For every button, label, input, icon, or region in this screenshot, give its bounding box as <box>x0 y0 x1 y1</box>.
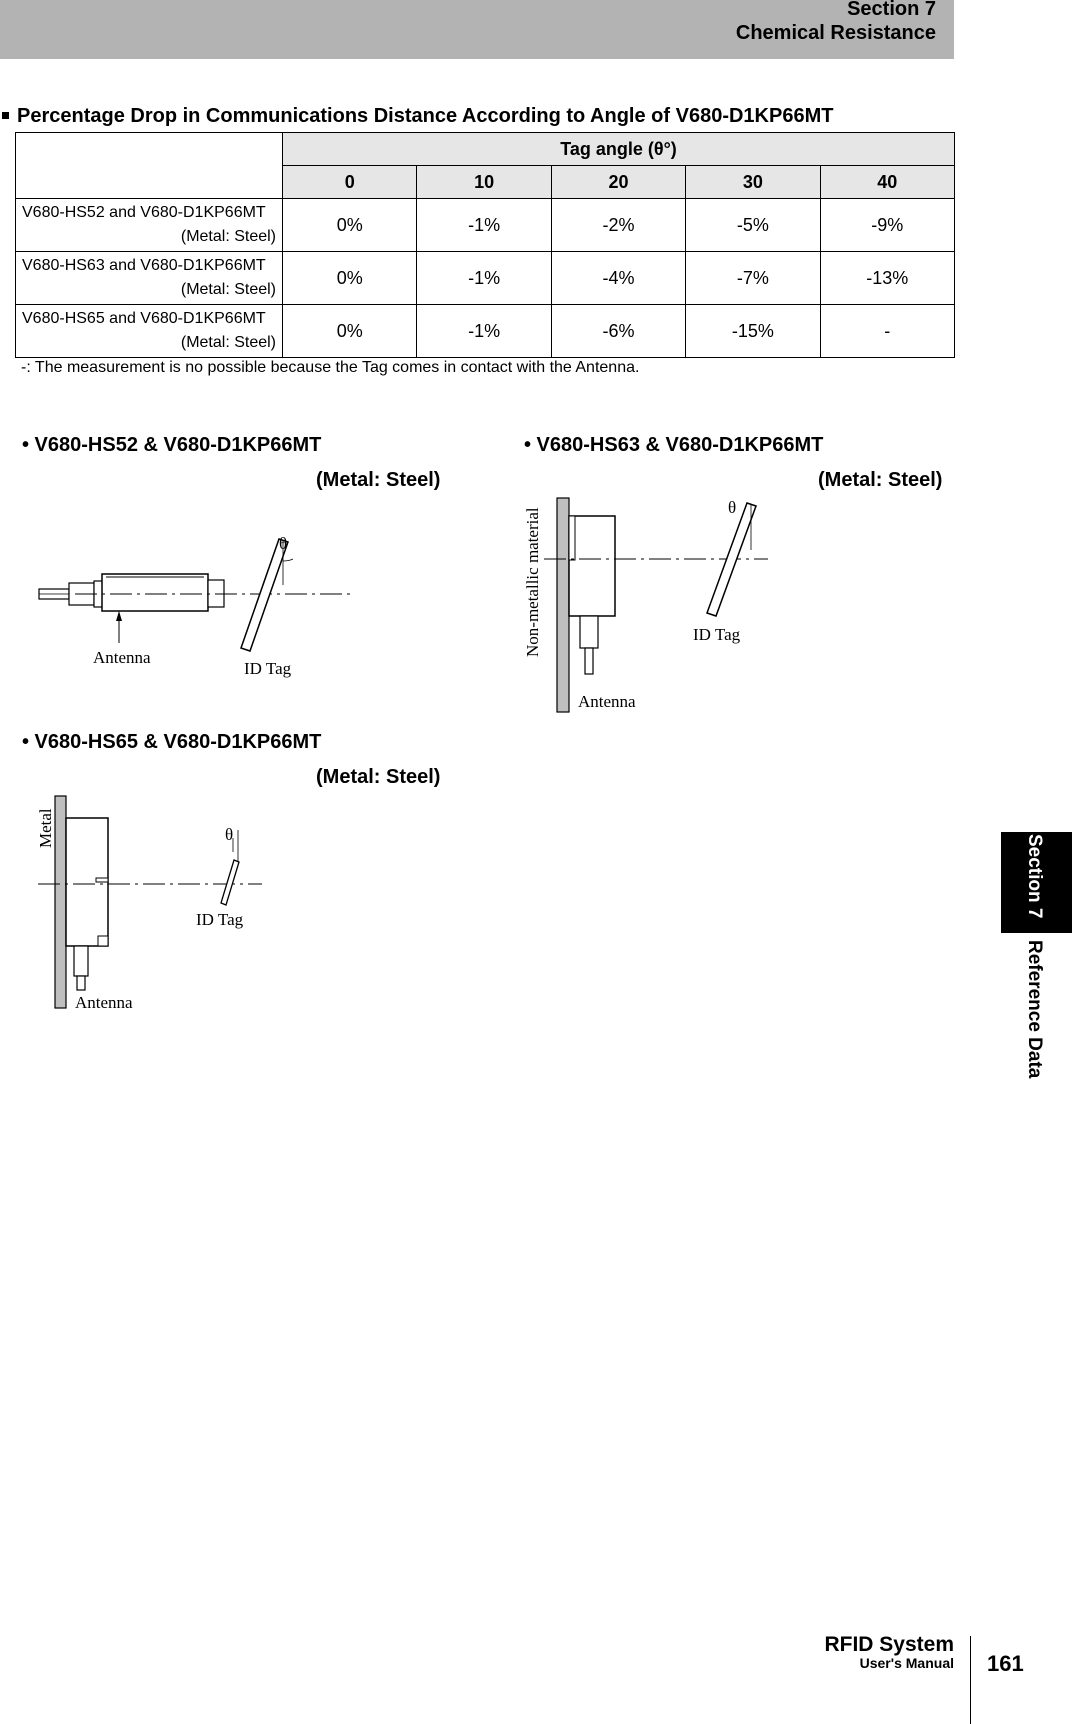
table-row <box>16 199 955 252</box>
antenna-label: Antenna <box>75 993 133 1012</box>
theta-label: θ <box>728 498 737 517</box>
angle-header: 0 <box>283 166 417 199</box>
diagram-hs52 <box>30 525 370 685</box>
table-cell: -2% <box>551 199 685 252</box>
theta-label: θ <box>279 534 288 553</box>
diagram-hs65 <box>30 790 270 1020</box>
section-title <box>0 105 833 128</box>
table-cell: -7% <box>686 252 820 305</box>
table-cell: -9% <box>820 199 954 252</box>
row-model: V680-HS65 and V680-D1KP66MT <box>22 310 266 327</box>
row-model: V680-HS63 and V680-D1KP66MT <box>22 257 266 274</box>
table-cell: -4% <box>551 252 685 305</box>
distance-drop-table <box>15 132 955 358</box>
material-label: Metal <box>36 808 55 848</box>
table-cell: 0% <box>283 199 417 252</box>
antenna-label: Antenna <box>93 648 151 667</box>
table-cell: -1% <box>417 199 551 252</box>
table-note: -: The measurement is no possible because the Tag comes in contact with the Antenna. <box>21 359 640 376</box>
square-bullet-icon <box>2 112 9 119</box>
side-tab-labels <box>1011 832 1051 1132</box>
row-label <box>16 305 283 358</box>
footer-manual: User's Manual <box>859 1655 954 1671</box>
table-cell: - <box>820 305 954 358</box>
diagram-hs63 <box>518 492 778 722</box>
table-cell: 0% <box>283 252 417 305</box>
table-cell: -15% <box>686 305 820 358</box>
config-title-hs63: • V680-HS63 & V680-D1KP66MT <box>524 434 824 456</box>
row-metal: (Metal: Steel) <box>180 334 276 351</box>
row-model: V680-HS52 and V680-D1KP66MT <box>22 204 266 221</box>
table-cell: 0% <box>283 305 417 358</box>
config-title-hs52: • V680-HS52 & V680-D1KP66MT <box>22 434 322 456</box>
id-tag-label: ID Tag <box>196 910 244 929</box>
config-metal-hs65: (Metal: Steel) <box>316 766 441 788</box>
id-tag-label: ID Tag <box>693 625 741 644</box>
table-row <box>16 305 955 358</box>
page-header <box>0 0 954 59</box>
table-cell: -13% <box>820 252 954 305</box>
material-label: Non-metallic material <box>523 507 542 657</box>
footer-product: RFID System <box>824 1633 954 1656</box>
theta-label: θ <box>225 825 234 844</box>
angle-header: 30 <box>686 166 820 199</box>
angle-header: 10 <box>417 166 551 199</box>
row-label <box>16 199 283 252</box>
row-metal: (Metal: Steel) <box>180 228 276 245</box>
tag-angle-header: Tag angle (θ°) <box>283 133 955 166</box>
table-cell: -1% <box>417 252 551 305</box>
angle-header: 40 <box>820 166 954 199</box>
antenna-label: Antenna <box>578 692 636 711</box>
row-metal: (Metal: Steel) <box>180 281 276 298</box>
config-metal-hs52: (Metal: Steel) <box>316 469 441 491</box>
side-tab-label: Reference Data <box>1024 940 1045 1079</box>
section-title-text: Percentage Drop in Communications Distance According to Angle of V680-D1KP66MT <box>17 105 834 127</box>
header-title: Chemical Resistance <box>735 22 936 44</box>
config-title-hs65: • V680-HS65 & V680-D1KP66MT <box>22 731 322 753</box>
table-cell: -5% <box>686 199 820 252</box>
config-metal-hs63: (Metal: Steel) <box>818 469 943 491</box>
table-cell: -6% <box>551 305 685 358</box>
table-cell: -1% <box>417 305 551 358</box>
header-section: Section 7 <box>847 0 936 20</box>
side-tab-section: Section 7 <box>1024 834 1045 919</box>
angle-header: 20 <box>551 166 685 199</box>
row-label <box>16 252 283 305</box>
id-tag-label: ID Tag <box>244 659 292 678</box>
table-row <box>16 252 955 305</box>
page-number: 161 <box>987 1651 1024 1676</box>
table-corner <box>16 133 283 199</box>
footer-divider <box>970 1636 971 1724</box>
